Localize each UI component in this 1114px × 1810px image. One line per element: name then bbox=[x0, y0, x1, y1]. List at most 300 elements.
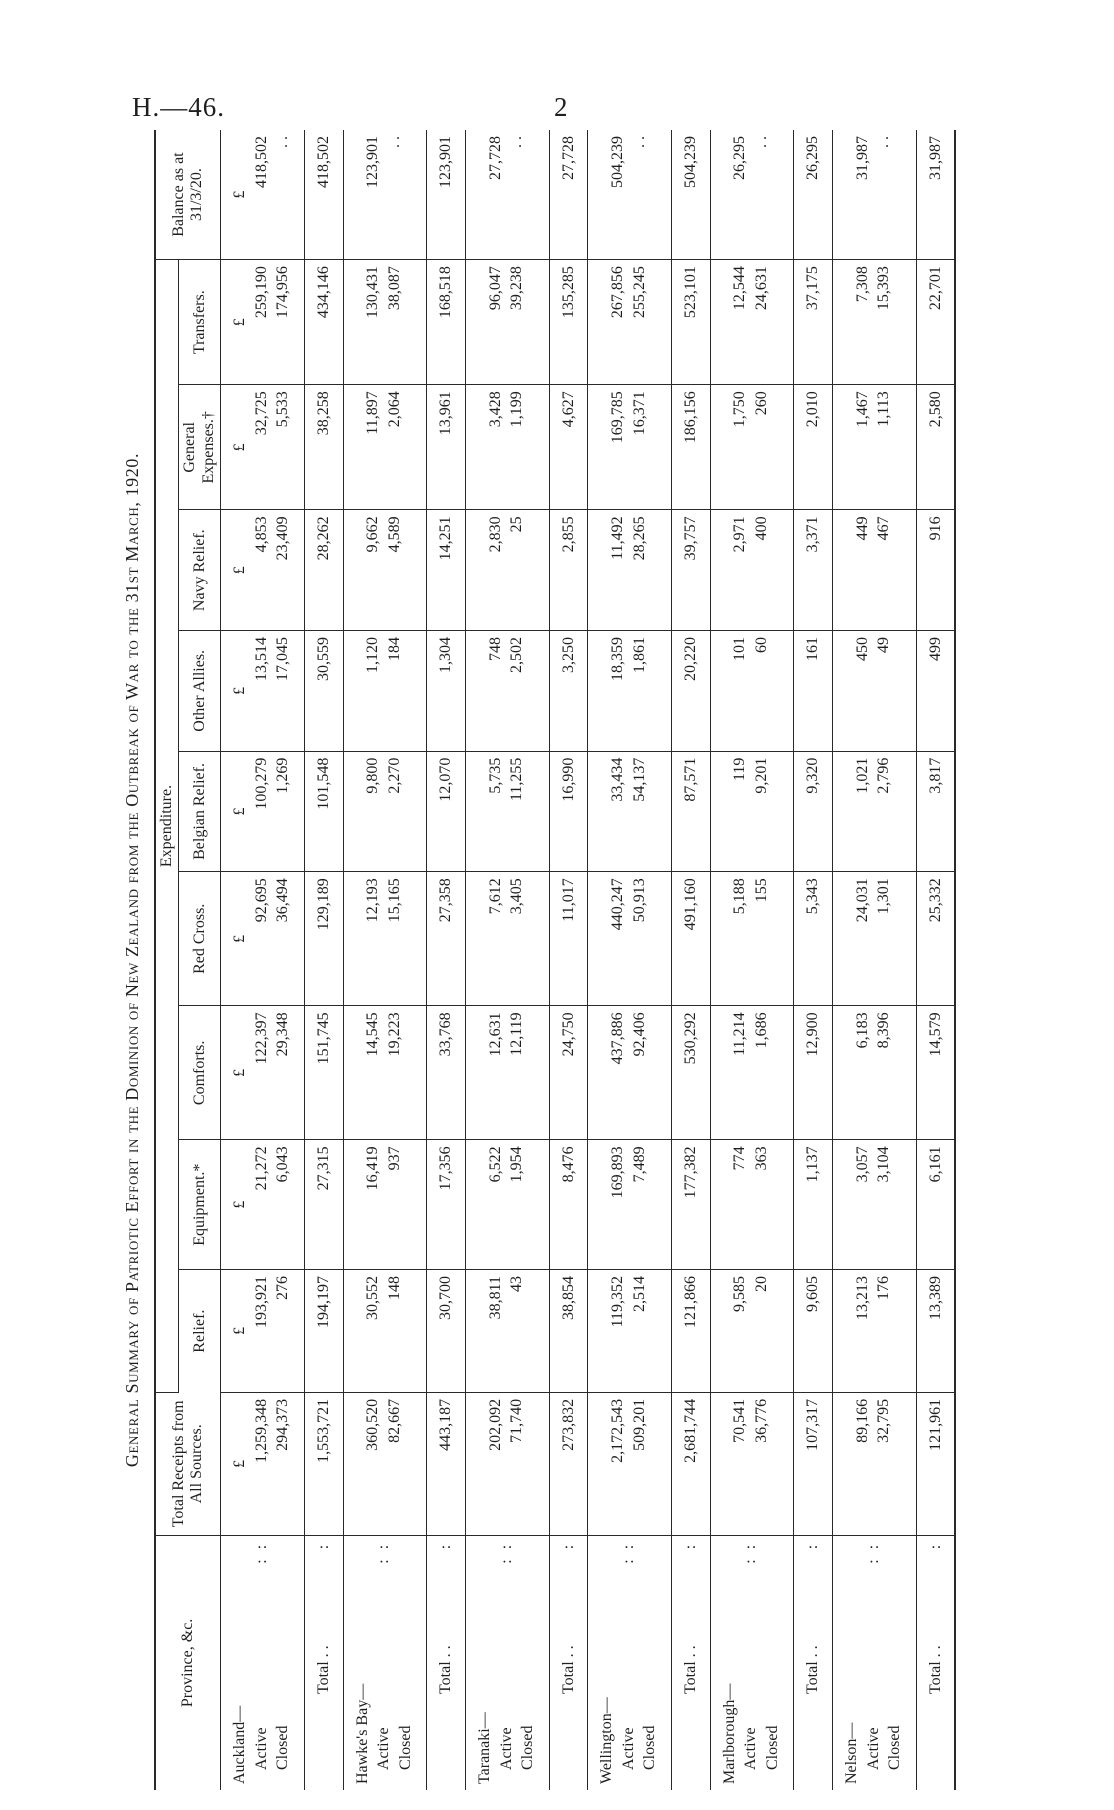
leader-dots: : : bbox=[619, 1541, 637, 1564]
closed-value: 24,631 bbox=[753, 266, 771, 311]
value-cell bbox=[465, 260, 549, 385]
leader-dots: : : bbox=[864, 1541, 882, 1564]
value-cell bbox=[221, 1006, 305, 1140]
active-value: 7,612 bbox=[486, 878, 504, 915]
currency-mark: £ bbox=[231, 934, 249, 943]
active-value: 449 bbox=[853, 516, 871, 541]
total-value: 3,817 bbox=[916, 751, 955, 872]
province-row bbox=[588, 130, 672, 1790]
closed-value: 5,533 bbox=[274, 391, 292, 428]
closed-value: 39,238 bbox=[508, 266, 526, 311]
active-value: 16,419 bbox=[364, 1146, 382, 1191]
closed-value: 54,137 bbox=[630, 757, 648, 802]
active-value: 89,166 bbox=[853, 1398, 871, 1443]
total-value: 418,502 bbox=[304, 130, 343, 260]
total-value: 1,553,721 bbox=[304, 1392, 343, 1535]
province-total-row bbox=[427, 130, 466, 1790]
total-value: 2,855 bbox=[549, 510, 588, 631]
province-row bbox=[343, 130, 427, 1790]
value-cell bbox=[343, 1269, 427, 1392]
currency-mark: £ bbox=[231, 1326, 249, 1335]
closed-label bbox=[884, 1542, 906, 1784]
total-value: 916 bbox=[916, 510, 955, 631]
closed-text: Closed bbox=[763, 1725, 781, 1770]
active-value: 5,188 bbox=[731, 878, 749, 915]
active-value: 130,431 bbox=[364, 266, 382, 319]
total-value: 27,728 bbox=[549, 130, 588, 260]
value-cell bbox=[588, 1392, 672, 1535]
col-red-cross: Red Cross. bbox=[179, 872, 221, 1006]
active-value: 259,190 bbox=[252, 266, 270, 319]
value-cell bbox=[833, 385, 917, 510]
total-value: 37,175 bbox=[794, 260, 833, 385]
total-value: 14,579 bbox=[916, 1006, 955, 1140]
province-label bbox=[221, 1535, 305, 1790]
value-cell bbox=[343, 130, 427, 260]
leader-dots: : bbox=[682, 1541, 700, 1550]
active-text: Active bbox=[864, 1727, 882, 1770]
value-cell bbox=[465, 631, 549, 752]
active-value: 11,492 bbox=[609, 516, 627, 560]
closed-value: 16,371 bbox=[630, 391, 648, 436]
closed-text: Closed bbox=[641, 1725, 659, 1770]
total-label bbox=[304, 1535, 343, 1790]
total-value: 30,559 bbox=[304, 631, 343, 752]
total-label bbox=[794, 1535, 833, 1790]
active-value: 6,522 bbox=[486, 1146, 504, 1183]
col-expenditure: Expenditure. bbox=[155, 260, 179, 1393]
total-value: 25,332 bbox=[916, 872, 955, 1006]
active-value: 18,359 bbox=[609, 637, 627, 681]
closed-value: 36,776 bbox=[753, 1398, 771, 1443]
closed-value: 15,393 bbox=[875, 266, 893, 311]
closed-value: 509,201 bbox=[630, 1398, 648, 1451]
total-value: 11,017 bbox=[549, 872, 588, 1006]
closed-value: 32,795 bbox=[875, 1398, 893, 1443]
total-value: 12,900 bbox=[794, 1006, 833, 1140]
value-cell bbox=[833, 751, 917, 872]
total-value: 530,292 bbox=[672, 1006, 711, 1140]
province-total-row bbox=[794, 130, 833, 1790]
province-name: Nelson— bbox=[843, 1722, 861, 1784]
leader-dots: : bbox=[926, 1541, 944, 1550]
province-row bbox=[833, 130, 917, 1790]
value-cell bbox=[833, 130, 917, 260]
active-text: Active bbox=[742, 1727, 760, 1770]
table-caption: General Summary of Patriotic Effort in the Dominion of New Zealand from the Outbreak of War to the 31st March, 1920. bbox=[122, 452, 142, 1468]
closed-value: . . bbox=[385, 136, 403, 148]
total-value: 194,197 bbox=[304, 1269, 343, 1392]
total-value: 5,343 bbox=[794, 872, 833, 1006]
closed-value: . . bbox=[508, 136, 526, 148]
active-value: 12,544 bbox=[731, 266, 749, 311]
active-value: 92,695 bbox=[252, 878, 270, 923]
leader-dots: : bbox=[437, 1541, 455, 1550]
closed-value: 400 bbox=[753, 516, 771, 541]
value-cell bbox=[221, 1392, 305, 1535]
total-value: 499 bbox=[916, 631, 955, 752]
total-value: 129,189 bbox=[304, 872, 343, 1006]
province-total-row bbox=[304, 130, 343, 1790]
value-cell bbox=[588, 1269, 672, 1392]
active-value: 122,397 bbox=[252, 1012, 270, 1065]
patriotic-effort-table bbox=[154, 130, 956, 1790]
value-cell bbox=[710, 1140, 794, 1270]
active-label bbox=[496, 1542, 518, 1784]
value-cell bbox=[343, 631, 427, 752]
active-value: 3,057 bbox=[853, 1146, 871, 1183]
col-belgian-relief: Belgian Relief. bbox=[179, 751, 221, 872]
active-value: 1,259,348 bbox=[252, 1398, 270, 1463]
active-value: 2,830 bbox=[486, 516, 504, 553]
col-navy-relief: Navy Relief. bbox=[179, 510, 221, 631]
total-value: 3,250 bbox=[549, 631, 588, 752]
active-value: 169,785 bbox=[609, 391, 627, 444]
total-value: 443,187 bbox=[427, 1392, 466, 1535]
closed-value: 71,740 bbox=[508, 1398, 526, 1443]
value-cell bbox=[710, 385, 794, 510]
total-value: 38,854 bbox=[549, 1269, 588, 1392]
value-cell bbox=[221, 631, 305, 752]
value-cell bbox=[465, 1392, 549, 1535]
active-value: 437,886 bbox=[609, 1012, 627, 1065]
total-label bbox=[672, 1535, 711, 1790]
value-cell bbox=[343, 510, 427, 631]
page-reference: H.—46. bbox=[132, 92, 225, 122]
total-text: Total . . bbox=[437, 1645, 455, 1694]
active-value: 11,214 bbox=[731, 1012, 749, 1056]
value-cell bbox=[465, 1140, 549, 1270]
value-cell bbox=[710, 751, 794, 872]
active-value: 169,893 bbox=[609, 1146, 627, 1199]
active-value: 267,856 bbox=[609, 266, 627, 319]
currency-mark: £ bbox=[231, 1459, 249, 1468]
total-value: 17,356 bbox=[427, 1140, 466, 1270]
active-value: 450 bbox=[853, 637, 871, 661]
col-other-allies: Other Allies. bbox=[179, 631, 221, 752]
currency-mark: £ bbox=[231, 318, 249, 327]
active-value: 119,352 bbox=[609, 1275, 627, 1328]
total-value: 2,010 bbox=[794, 385, 833, 510]
closed-value: 1,301 bbox=[875, 878, 893, 915]
closed-value: 2,064 bbox=[385, 391, 403, 428]
active-value: 7,308 bbox=[853, 266, 871, 303]
active-value: 774 bbox=[731, 1146, 749, 1171]
active-value: 13,514 bbox=[252, 637, 270, 681]
total-value: 39,757 bbox=[672, 510, 711, 631]
province-total-row bbox=[916, 130, 955, 1790]
closed-value: 260 bbox=[753, 391, 771, 416]
province-total-row bbox=[672, 130, 711, 1790]
active-value: 2,172,543 bbox=[609, 1398, 627, 1463]
total-value: 14,251 bbox=[427, 510, 466, 631]
active-value: 26,295 bbox=[731, 136, 749, 180]
closed-text: Closed bbox=[274, 1725, 292, 1770]
province-name: Wellington— bbox=[598, 1697, 616, 1784]
value-cell bbox=[833, 1269, 917, 1392]
closed-value: 2,514 bbox=[630, 1275, 648, 1312]
province-label bbox=[833, 1535, 917, 1790]
total-value: 107,317 bbox=[794, 1392, 833, 1535]
closed-value: 23,409 bbox=[274, 516, 292, 561]
active-text: Active bbox=[375, 1727, 393, 1770]
province-row bbox=[221, 130, 305, 1790]
value-cell bbox=[833, 510, 917, 631]
active-value: 38,811 bbox=[486, 1275, 504, 1320]
closed-value: 2,502 bbox=[508, 637, 526, 673]
closed-text: Closed bbox=[886, 1725, 904, 1770]
closed-label bbox=[272, 1542, 294, 1784]
closed-value: 276 bbox=[274, 1275, 292, 1300]
total-value: 2,580 bbox=[916, 385, 955, 510]
currency-mark: £ bbox=[231, 443, 249, 452]
leader-dots: : bbox=[559, 1541, 577, 1550]
total-value: 161 bbox=[794, 631, 833, 752]
closed-text: Closed bbox=[519, 1725, 537, 1770]
active-value: 12,193 bbox=[364, 878, 382, 923]
value-cell bbox=[465, 1006, 549, 1140]
closed-value: 1,113 bbox=[875, 391, 893, 427]
closed-value: 19,223 bbox=[385, 1012, 403, 1057]
leader-dots: : : bbox=[375, 1541, 393, 1564]
value-cell bbox=[221, 1140, 305, 1270]
closed-value: 20 bbox=[753, 1275, 771, 1292]
closed-value: . . bbox=[753, 136, 771, 148]
leader-dots: : bbox=[314, 1541, 332, 1550]
value-cell bbox=[588, 130, 672, 260]
closed-text: Closed bbox=[396, 1725, 414, 1770]
closed-value: 255,245 bbox=[630, 266, 648, 319]
total-value: 3,371 bbox=[794, 510, 833, 631]
active-value: 70,541 bbox=[731, 1398, 749, 1443]
active-value: 6,183 bbox=[853, 1012, 871, 1049]
total-value: 1,304 bbox=[427, 631, 466, 752]
total-value: 6,161 bbox=[916, 1140, 955, 1270]
currency-mark: £ bbox=[231, 1068, 249, 1077]
closed-value: 36,494 bbox=[274, 878, 292, 923]
closed-value: 6,043 bbox=[274, 1146, 292, 1183]
active-value: 11,897 bbox=[364, 391, 382, 435]
leader-dots: : : bbox=[252, 1541, 270, 1564]
currency-mark: £ bbox=[231, 190, 249, 199]
active-value: 9,662 bbox=[364, 516, 382, 553]
closed-value: 7,489 bbox=[630, 1146, 648, 1183]
total-value: 151,745 bbox=[304, 1006, 343, 1140]
col-transfers: Transfers. bbox=[179, 260, 221, 385]
col-comforts: Comforts. bbox=[179, 1006, 221, 1140]
total-value: 1,137 bbox=[794, 1140, 833, 1270]
province-label bbox=[465, 1535, 549, 1790]
active-value: 24,031 bbox=[853, 878, 871, 923]
total-text: Total . . bbox=[559, 1645, 577, 1694]
closed-label bbox=[395, 1542, 417, 1784]
active-value: 5,735 bbox=[486, 757, 504, 794]
closed-value: . . bbox=[875, 136, 893, 148]
total-value: 177,382 bbox=[672, 1140, 711, 1270]
closed-value: 1,686 bbox=[753, 1012, 771, 1049]
total-label bbox=[427, 1535, 466, 1790]
closed-value: 12,119 bbox=[508, 1012, 526, 1056]
closed-value: 50,913 bbox=[630, 878, 648, 923]
closed-value: 1,199 bbox=[508, 391, 526, 428]
closed-value: 176 bbox=[875, 1275, 893, 1300]
page-number: 2 bbox=[554, 92, 568, 122]
value-cell bbox=[465, 130, 549, 260]
total-value: 121,961 bbox=[916, 1392, 955, 1535]
value-cell bbox=[465, 872, 549, 1006]
closed-value: 25 bbox=[508, 516, 526, 533]
total-value: 491,160 bbox=[672, 872, 711, 1006]
active-value: 96,047 bbox=[486, 266, 504, 311]
currency-mark: £ bbox=[231, 1200, 249, 1209]
active-value: 21,272 bbox=[252, 1146, 270, 1191]
total-value: 24,750 bbox=[549, 1006, 588, 1140]
closed-value: 38,087 bbox=[385, 266, 403, 311]
closed-value: 467 bbox=[875, 516, 893, 541]
closed-value: 174,956 bbox=[274, 266, 292, 319]
active-value: 2,971 bbox=[731, 516, 749, 553]
closed-value: 184 bbox=[385, 637, 403, 661]
value-cell bbox=[588, 260, 672, 385]
active-value: 9,585 bbox=[731, 1275, 749, 1312]
value-cell bbox=[588, 872, 672, 1006]
total-value: 27,358 bbox=[427, 872, 466, 1006]
total-value: 9,320 bbox=[794, 751, 833, 872]
closed-value: 1,861 bbox=[630, 637, 648, 673]
closed-value: 4,589 bbox=[385, 516, 403, 553]
province-label bbox=[343, 1535, 427, 1790]
leader-dots: : : bbox=[497, 1541, 515, 1564]
total-value: 123,901 bbox=[427, 130, 466, 260]
leader-dots: : bbox=[804, 1541, 822, 1550]
total-label bbox=[549, 1535, 588, 1790]
active-value: 101 bbox=[731, 637, 749, 661]
value-cell bbox=[588, 510, 672, 631]
value-cell bbox=[343, 1140, 427, 1270]
closed-value: 82,667 bbox=[385, 1398, 403, 1443]
value-cell bbox=[221, 385, 305, 510]
active-value: 33,434 bbox=[609, 757, 627, 802]
value-cell bbox=[710, 130, 794, 260]
active-value: 100,279 bbox=[252, 757, 270, 810]
total-value: 27,315 bbox=[304, 1140, 343, 1270]
province-name: Marlborough— bbox=[720, 1683, 738, 1784]
closed-value: 3,104 bbox=[875, 1146, 893, 1183]
province-name: Hawke's Bay— bbox=[353, 1683, 371, 1784]
active-text: Active bbox=[497, 1727, 515, 1770]
closed-value: 49 bbox=[875, 637, 893, 653]
closed-value: 92,406 bbox=[630, 1012, 648, 1057]
col-total-receipts: Total Receipts from All Sources. bbox=[155, 1392, 221, 1535]
value-cell bbox=[465, 751, 549, 872]
closed-value: 43 bbox=[508, 1275, 526, 1292]
active-label bbox=[251, 1542, 273, 1784]
total-value: 12,070 bbox=[427, 751, 466, 872]
value-cell bbox=[221, 872, 305, 1006]
closed-value: 363 bbox=[753, 1146, 771, 1171]
active-value: 440,247 bbox=[609, 878, 627, 931]
value-cell bbox=[710, 1006, 794, 1140]
closed-value: 148 bbox=[385, 1275, 403, 1300]
total-value: 26,295 bbox=[794, 130, 833, 260]
active-value: 12,631 bbox=[486, 1012, 504, 1057]
value-cell bbox=[833, 260, 917, 385]
total-text: Total . . bbox=[682, 1645, 700, 1694]
active-value: 418,502 bbox=[252, 136, 270, 188]
active-value: 13,213 bbox=[853, 1275, 871, 1320]
active-value: 9,800 bbox=[364, 757, 382, 794]
closed-value: 294,373 bbox=[274, 1398, 292, 1451]
value-cell bbox=[710, 260, 794, 385]
province-label bbox=[710, 1535, 794, 1790]
value-cell bbox=[710, 1269, 794, 1392]
value-cell bbox=[588, 631, 672, 752]
total-value: 16,990 bbox=[549, 751, 588, 872]
value-cell bbox=[710, 872, 794, 1006]
total-text: Total . . bbox=[804, 1645, 822, 1694]
province-row bbox=[465, 130, 549, 1790]
closed-label bbox=[517, 1542, 539, 1784]
total-value: 38,258 bbox=[304, 385, 343, 510]
closed-value: . . bbox=[274, 136, 292, 148]
value-cell bbox=[833, 872, 917, 1006]
value-cell bbox=[833, 1006, 917, 1140]
closed-value: 9,201 bbox=[753, 757, 771, 794]
active-value: 14,545 bbox=[364, 1012, 382, 1057]
closed-value: 28,265 bbox=[630, 516, 648, 561]
value-cell bbox=[710, 1392, 794, 1535]
total-value: 13,389 bbox=[916, 1269, 955, 1392]
province-name: Taranaki— bbox=[475, 1712, 493, 1784]
value-cell bbox=[588, 1006, 672, 1140]
value-cell bbox=[221, 1269, 305, 1392]
total-value: 13,961 bbox=[427, 385, 466, 510]
value-cell bbox=[710, 510, 794, 631]
province-name: Auckland— bbox=[231, 1705, 249, 1784]
closed-value: 8,396 bbox=[875, 1012, 893, 1049]
active-value: 1,120 bbox=[364, 637, 382, 673]
active-label bbox=[740, 1542, 762, 1784]
closed-value: 3,405 bbox=[508, 878, 526, 915]
active-value: 3,428 bbox=[486, 391, 504, 428]
total-value: 101,548 bbox=[304, 751, 343, 872]
active-value: 193,921 bbox=[252, 1275, 270, 1328]
value-cell bbox=[588, 751, 672, 872]
total-value: 87,571 bbox=[672, 751, 711, 872]
value-cell bbox=[221, 130, 305, 260]
active-label bbox=[373, 1542, 395, 1784]
total-value: 135,285 bbox=[549, 260, 588, 385]
total-label bbox=[916, 1535, 955, 1790]
total-value: 9,605 bbox=[794, 1269, 833, 1392]
value-cell bbox=[833, 1392, 917, 1535]
active-text: Active bbox=[619, 1727, 637, 1770]
active-value: 360,520 bbox=[364, 1398, 382, 1451]
value-cell bbox=[221, 751, 305, 872]
total-value: 8,476 bbox=[549, 1140, 588, 1270]
province-label bbox=[588, 1535, 672, 1790]
active-value: 30,552 bbox=[364, 1275, 382, 1320]
active-value: 119 bbox=[731, 757, 749, 782]
closed-value: 155 bbox=[753, 878, 771, 903]
value-cell bbox=[833, 1140, 917, 1270]
total-value: 33,768 bbox=[427, 1006, 466, 1140]
value-cell bbox=[343, 385, 427, 510]
total-value: 168,518 bbox=[427, 260, 466, 385]
value-cell bbox=[221, 510, 305, 631]
col-province: Province, &c. bbox=[155, 1535, 221, 1790]
closed-value: 1,269 bbox=[274, 757, 292, 794]
